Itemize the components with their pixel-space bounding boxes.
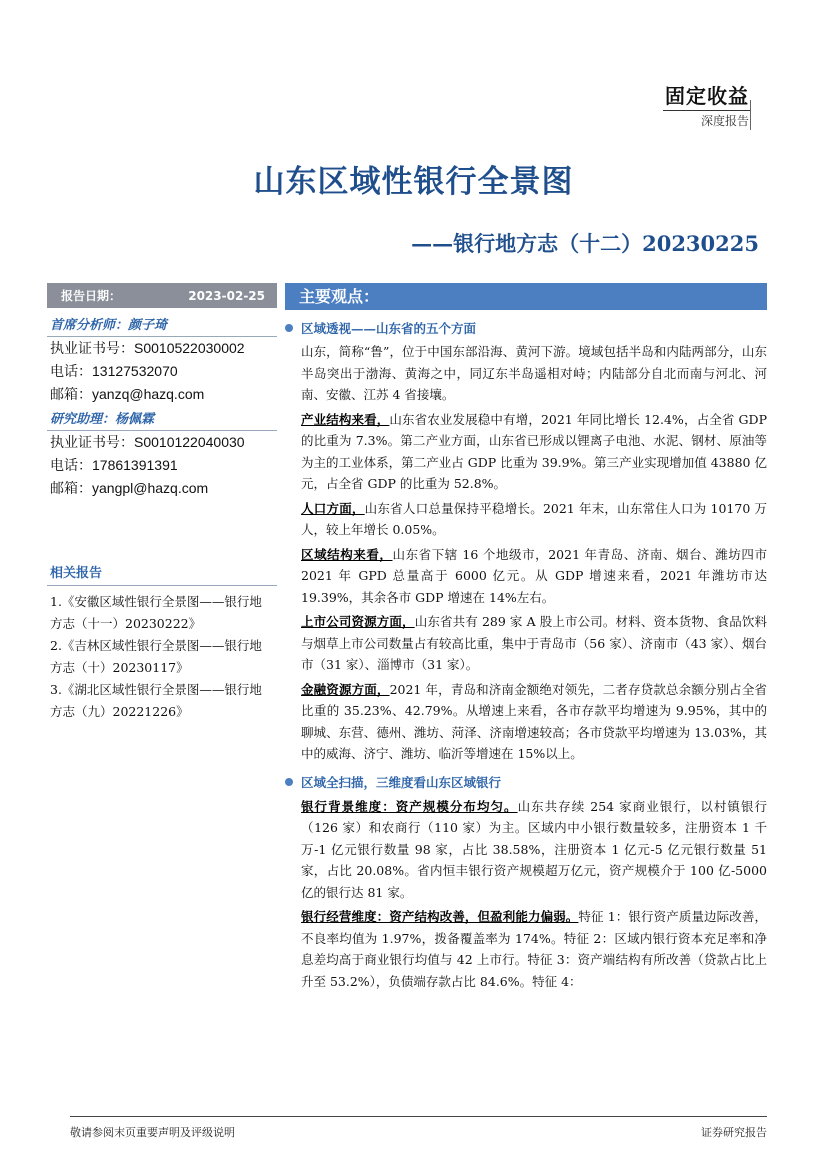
header-vertical-rule (750, 100, 751, 130)
divider (47, 585, 277, 586)
assistant-role: 研究助理：杨佩霖 (50, 412, 155, 427)
paragraph-lead: 上市公司资源方面， (301, 614, 415, 629)
report-title: 山东区域性银行全景图 (253, 164, 574, 200)
report-category: 固定收益 (665, 84, 749, 108)
assistant-cert: 执业证书号：S0010122040030 (50, 434, 245, 450)
paragraph (285, 611, 767, 676)
paragraph-text: 山东共存续 254 家商业银行，以村镇银行（126 家）和农商行（110 家）为主。区域内中小银行数量较多，注册资本 1 千万-1 亿元银行数量 98 家，占比 38.58%，注册资本 1 亿元-5 亿元银行数量 51 家，占比 20.08%。省内恒丰银行资产规模超万亿元，资产规模介于 100 亿-5000 亿的银行达 81 家。 (301, 798, 767, 900)
bullet-icon (285, 778, 293, 786)
paragraph (285, 906, 767, 992)
main-points-heading: 主要观点： (285, 283, 767, 310)
paragraph-text: 山东省下辖 16 个地级市，2021 年青岛、济南、烟台、潍坊四市 2021 年 GPD 总量高于 6000 亿元。从 GDP 增速来看，2021 年潍坊市达 19.39%，其余各市 GDP 增速在 14%左右。 (301, 546, 767, 605)
paragraph-lead: 区域结构来看， (301, 546, 393, 562)
paragraph-lead: 人口方面， (301, 500, 365, 516)
paragraph-text: 山东省人口总量保持平稳增长。2021 年末，山东常住人口为 10170 万人，较上年增长 0.05%。 (301, 500, 767, 537)
bullet-icon (285, 324, 293, 332)
related-report-link[interactable]: 方志（十）20230117》 (50, 660, 189, 675)
related-report-link[interactable]: 方志（九）20221226》 (50, 704, 189, 719)
paragraph-text: 特征 1：银行资产质量边际改善，不良率均值为 1.97%，拨备覆盖率为 174%。特征 2：区域内银行资本充足率和净息差均高于商业银行均值与 42 上市行。特征 3：资产端结构有所改善（贷款占比上升至 53.2%），负债端存款占比 84.6%。特征 4： (301, 909, 767, 989)
header-rule (663, 110, 750, 111)
assistant-phone: 电话：17861391391 (50, 457, 178, 473)
footer-rule (70, 1116, 767, 1117)
paragraph (285, 544, 767, 609)
paragraph (285, 409, 767, 495)
section-title: 区域透视——山东省的五个方面 (301, 320, 477, 336)
sidebar (47, 283, 277, 723)
paragraph-lead: 金融资源方面， (301, 681, 390, 697)
main-content (285, 283, 767, 992)
footer-disclaimer: 敬请参阅末页重要声明及评级说明 (70, 1126, 235, 1139)
report-subtitle: ——银行地方志（十二）20230225 (411, 231, 759, 256)
related-report-link[interactable]: 方志（十一）20230222》 (50, 616, 202, 631)
report-date-value: 2023-02-25 (188, 288, 265, 303)
report-date-bar (47, 283, 277, 308)
section-heading (285, 319, 767, 336)
section-title: 区域全扫描，三维度看山东区域银行 (301, 775, 502, 790)
report-type: 深度报告 (700, 114, 749, 128)
analyst-phone: 电话：13127532070 (50, 363, 178, 379)
paragraph-lead: 银行经营维度：资产结构改善，但盈利能力偏弱。 (301, 909, 579, 924)
section-heading (285, 774, 767, 791)
paragraph (285, 498, 767, 541)
paragraph-text: 山东省农业发展稳中有增，2021 年同比增长 12.4%，占全省 GDP 的比重为 7.3%。第二产业方面，山东省已形成以锂离子电池、水泥、钢材、原油等为主的工业体系，第二产业占 GDP 比重为 39.9%。第三产业实现增加值 43880 亿元，占全省 GDP 的比重为 52.8%。 (301, 411, 767, 491)
analyst-role: 首席分析师：颜子琦 (50, 318, 168, 333)
paragraph (285, 679, 767, 765)
paragraph-lead: 产业结构来看， (301, 411, 390, 427)
paragraph-lead: 银行背景维度：资产规模分布均匀。 (301, 798, 518, 814)
analyst-cert: 执业证书号：S0010522030002 (50, 340, 245, 356)
related-report-link[interactable]: 1.《安徽区域性银行全景图——银行地 (50, 594, 262, 609)
related-report-link[interactable]: 2.《吉林区域性银行全景图——银行地 (50, 638, 262, 653)
paragraph-text: 山东省共有 289 家 A 股上市公司。材料、资本货物、食品饮料与烟草上市公司数量占有较高比重，集中于青岛市（56 家）、济南市（43 家）、烟台市（31 家）、淄博市（31 家）。 (301, 614, 767, 672)
assistant-email[interactable]: 邮箱：yangpl@hazq.com (50, 480, 209, 496)
paragraph-text: 山东，简称“鲁”，位于中国东部沿海、黄河下游。境域包括半岛和内陆两部分，山东半岛突出于渤海、黄海之中，同辽东半岛遥相对峙；内陆部分自北而南与河北、河南、安徽、江苏 4 省接壤。 (301, 344, 767, 402)
report-date-label: 报告日期： (61, 289, 122, 303)
paragraph (285, 796, 767, 904)
paragraph (285, 341, 767, 406)
related-reports-title: 相关报告 (50, 566, 103, 581)
analyst-email[interactable]: 邮箱：yanzq@hazq.com (50, 386, 205, 402)
footer-label: 证券研究报告 (701, 1126, 767, 1139)
paragraph-text: 2021 年，青岛和济南金额绝对领先，二者存贷款总余额分别占全省比重的 35.23%、42.79%。从增速上来看，各市存款平均增速为 9.95%，其中的聊城、东营、德州、潍坊、菏泽、济南增速较高；各市贷款平均增速为 13.03%，其中的威海、济宁、潍坊、临沂等增速在 15%以上。 (301, 681, 767, 761)
related-report-link[interactable]: 3.《湖北区域性银行全景图——银行地 (50, 682, 262, 697)
